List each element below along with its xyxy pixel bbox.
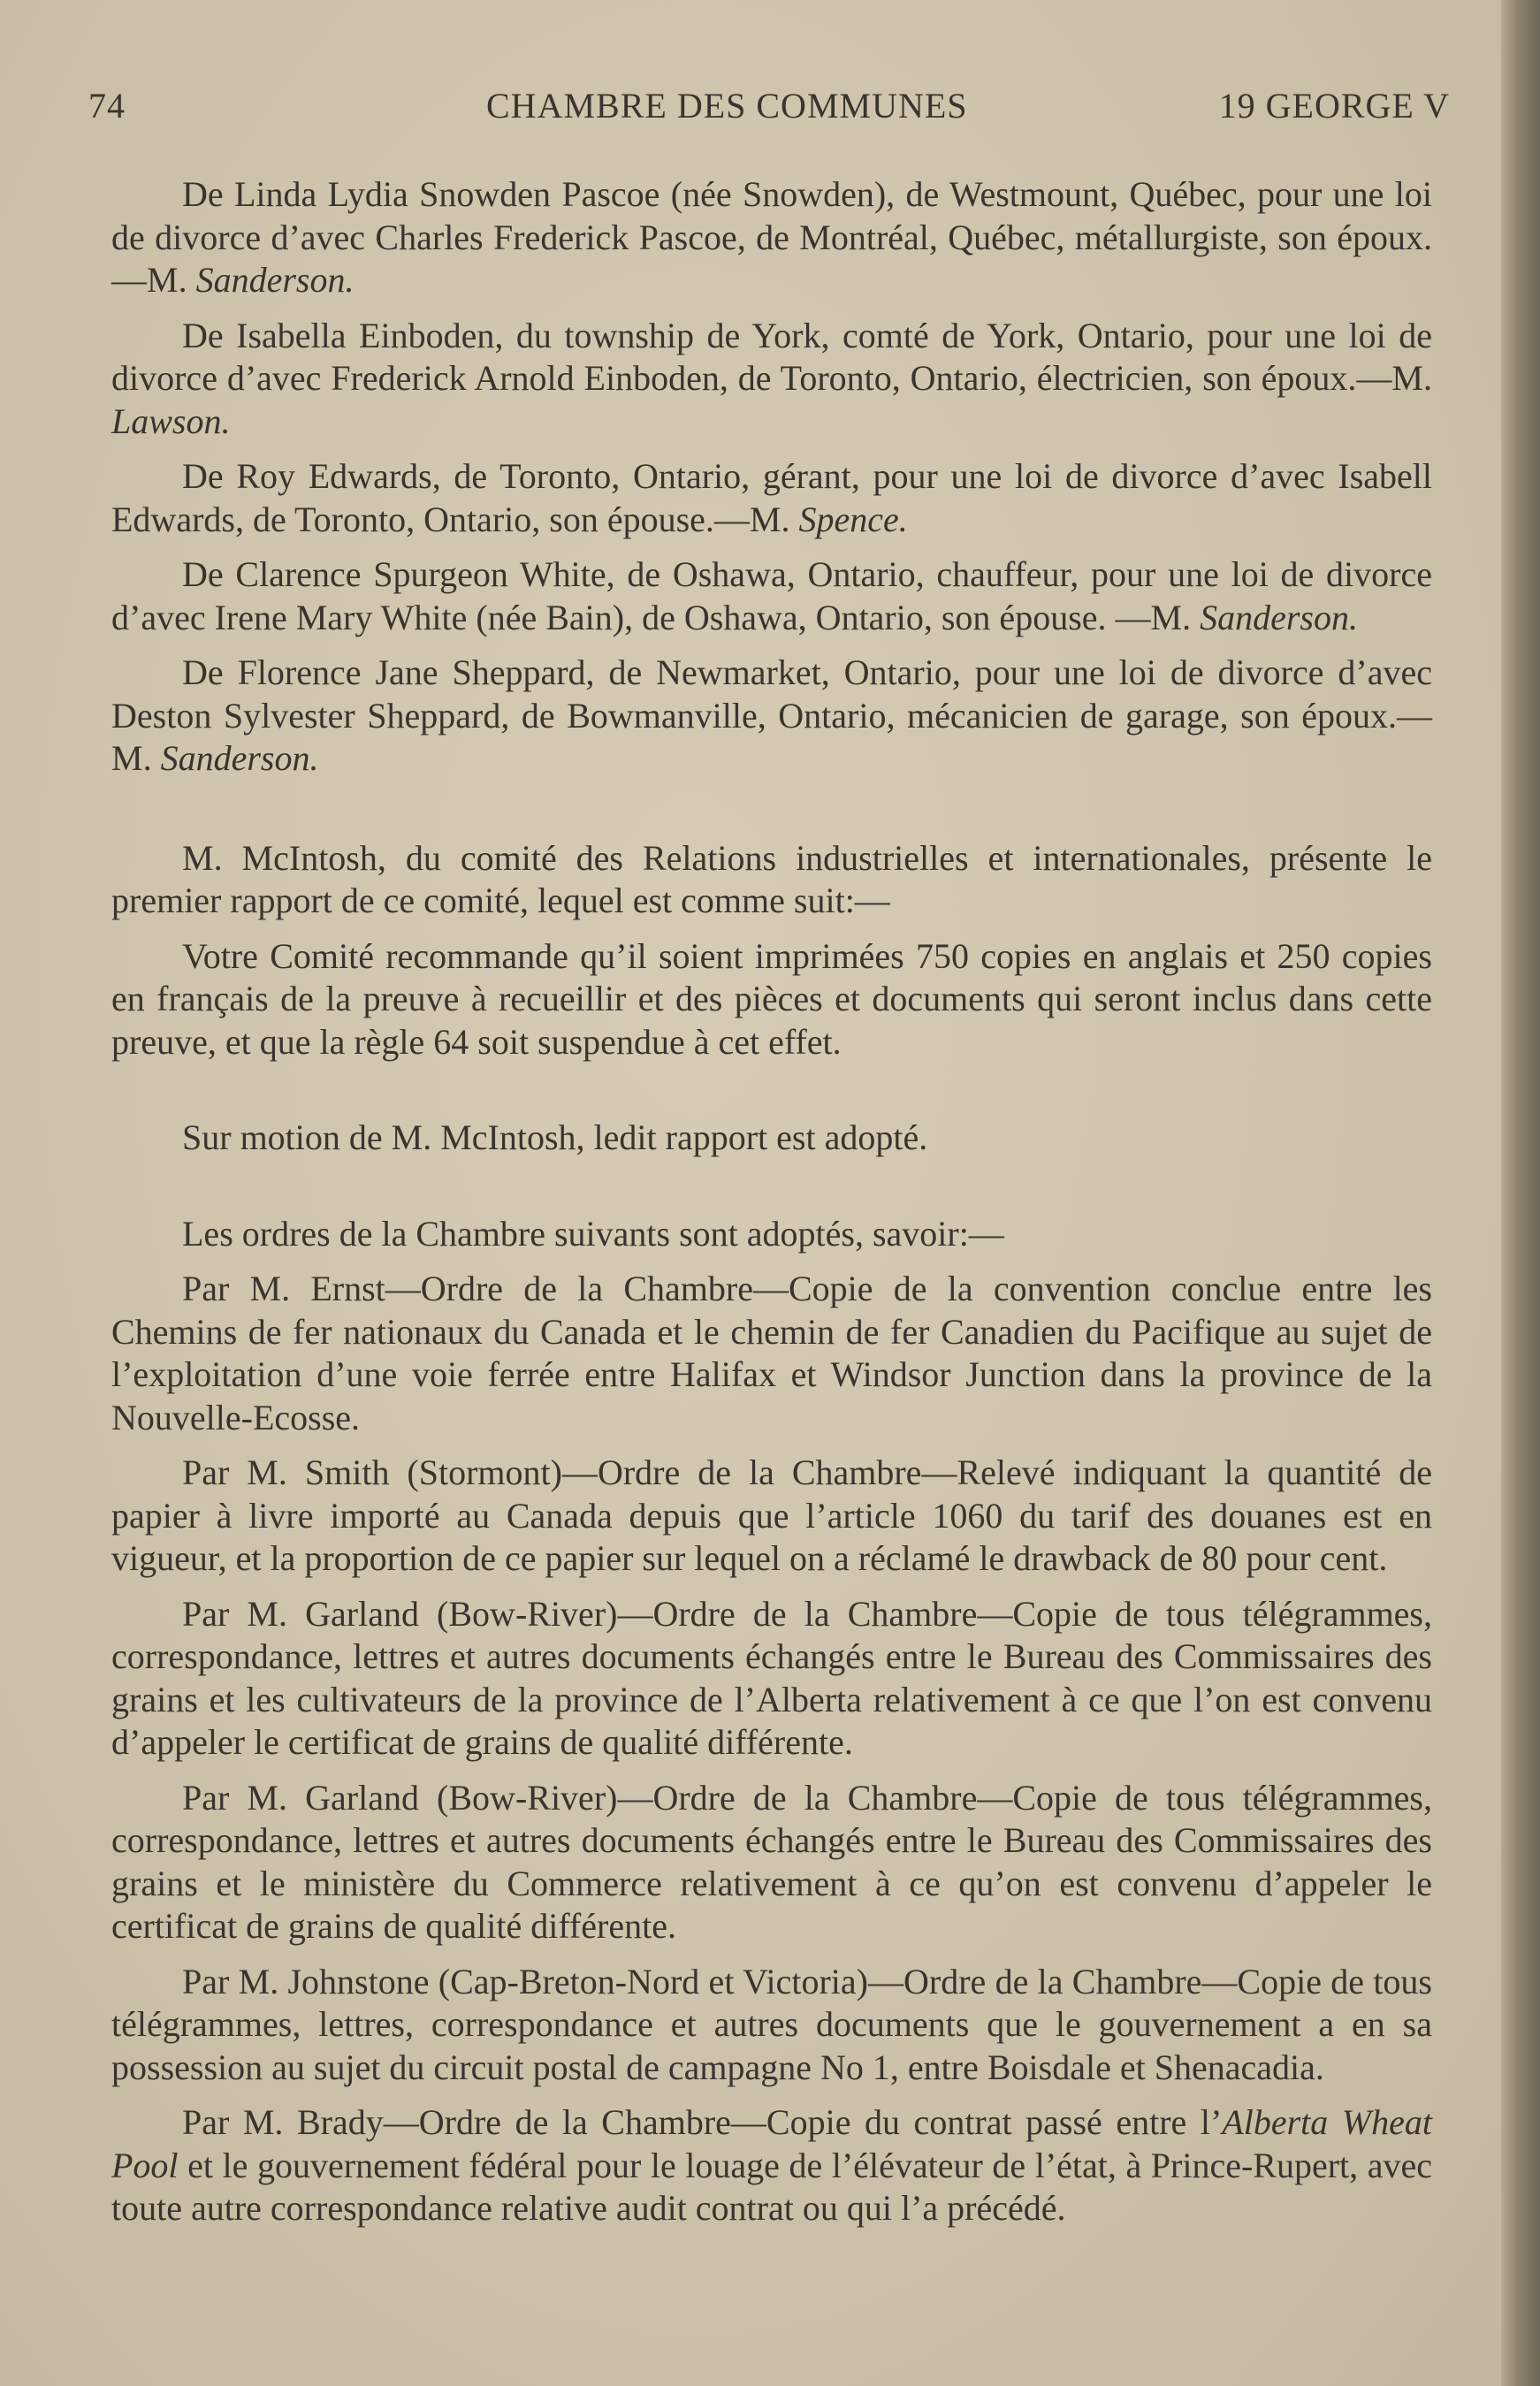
body-text [111,173,1432,2243]
mover-name: Sanderson. [160,738,319,778]
header-session: 19 GEORGE V [1218,86,1450,126]
petition-paragraph: De Linda Lydia Snowden Pascoe (née Snowden), de Westmount, Québec, pour une loi de divorce d’avec Charles Frederick Pascoe, de Montréal, Québec, métallurgiste, son époux.—M. Sanderson. [111,174,1432,300]
committee-report-adoption: Sur motion de M. McIntosh, ledit rapport est adopté. [182,1117,928,1157]
committee-report-body: Votre Comité recommande qu’il soient imprimées 750 copies en anglais et 250 copies en français de la preuve à recueillir et des pièces et documents qui seront inclus dans cette preuve, et que la règle 64 soit suspendue à cet effet. [111,935,1432,1062]
petition-paragraph: De Isabella Einboden, du township de York, comté de York, Ontario, pour une loi de divorce d’avec Frederick Arnold Einboden, de Toronto, Ontario, électricien, son époux.—M. Lawson. [111,315,1432,441]
order-paragraph: Par M. Garland (Bow-River)—Ordre de la Chambre—Copie de tous télégrammes, correspondance, lettres et autres documents échangés entre le Bureau des Commissaires des grains et le ministère du Commerce relativement à ce qu’on est convenu d’appeler le certificat de grains de qualité différente. [111,1777,1432,1946]
order-paragraph: Par M. Ernst—Ordre de la Chambre—Copie de la convention conclue entre les Chemins de fer nationaux du Canada et le chemin de fer Canadien du Pacifique au sujet de l’exploitation d’une voie ferrée entre Halifax et Windsor Junction dans la province de la Nouvelle-Ecosse. [111,1269,1432,1437]
order-paragraph: Par M. Garland (Bow-River)—Ordre de la Chambre—Copie de tous télégrammes, correspondance, lettres et autres documents échangés entre le Bureau des Commissaires des grains et les cultivateurs de la province de l’Alberta relativement à ce que l’on est convenu d’appeler le certificat de grains de qualité différente. [111,1593,1432,1762]
running-header [88,85,1450,138]
mover-name: Lawson. [111,400,231,441]
italic-organization-name: Alberta Wheat Pool [111,2102,1432,2185]
order-paragraph: Par M. Johnstone (Cap-Breton-Nord et Victoria)—Ordre de la Chambre—Copie de tous télégrammes, lettres, correspondance et autres documents que le gouvernement a en sa possession au sujet du circuit postal de campagne No 1, entre Boisdale et Shenacadia. [111,1961,1432,2087]
petition-paragraph: De Clarence Spurgeon White, de Oshawa, Ontario, chauffeur, pour une loi de divorce d’avec Irene Mary White (née Bain), de Oshawa, Ontario, son épouse. —M. Sanderson. [111,554,1432,637]
book-binding-edge [1501,0,1540,2386]
header-title: CHAMBRE DES COMMUNES [486,86,968,126]
order-paragraph: Par M. Brady—Ordre de la Chambre—Copie du contrat passé entre l’Alberta Wheat Pool et le gouvernement fédéral pour le louage de l’élévateur de l’état, à Prince-Rupert, avec toute autre correspondance relative audit contrat ou qui l’a précédé. [111,2102,1432,2228]
mover-name: Sanderson. [1200,597,1358,637]
page-number: 74 [88,86,126,126]
mover-name: Sanderson. [195,260,355,300]
committee-report-intro: M. McIntosh, du comité des Relations industrielles et internationales, présente le premier rapport de ce comité, lequel est comme suit:— [111,837,1432,920]
petition-paragraph: De Florence Jane Sheppard, de Newmarket, Ontario, pour une loi de divorce d’avec Deston Sylvester Sheppard, de Bowmanville, Ontario, mécanicien de garage, son époux.—M. Sanderson. [111,652,1432,778]
mover-name: Spence. [798,499,908,539]
order-paragraph: Par M. Smith (Stormont)—Ordre de la Chambre—Relevé indiquant la quantité de papier à livre importé au Canada depuis que l’article 1060 du tarif des douanes est en vigueur, et la proportion de ce papier sur lequel on a réclamé le drawback de 80 pour cent. [111,1452,1432,1578]
orders-intro: Les ordres de la Chambre suivants sont adoptés, savoir:— [182,1213,1004,1254]
petition-paragraph: De Roy Edwards, de Toronto, Ontario, gérant, pour une loi de divorce d’avec Isabell Edwards, de Toronto, Ontario, son épouse.—M. Spence. [111,456,1432,539]
